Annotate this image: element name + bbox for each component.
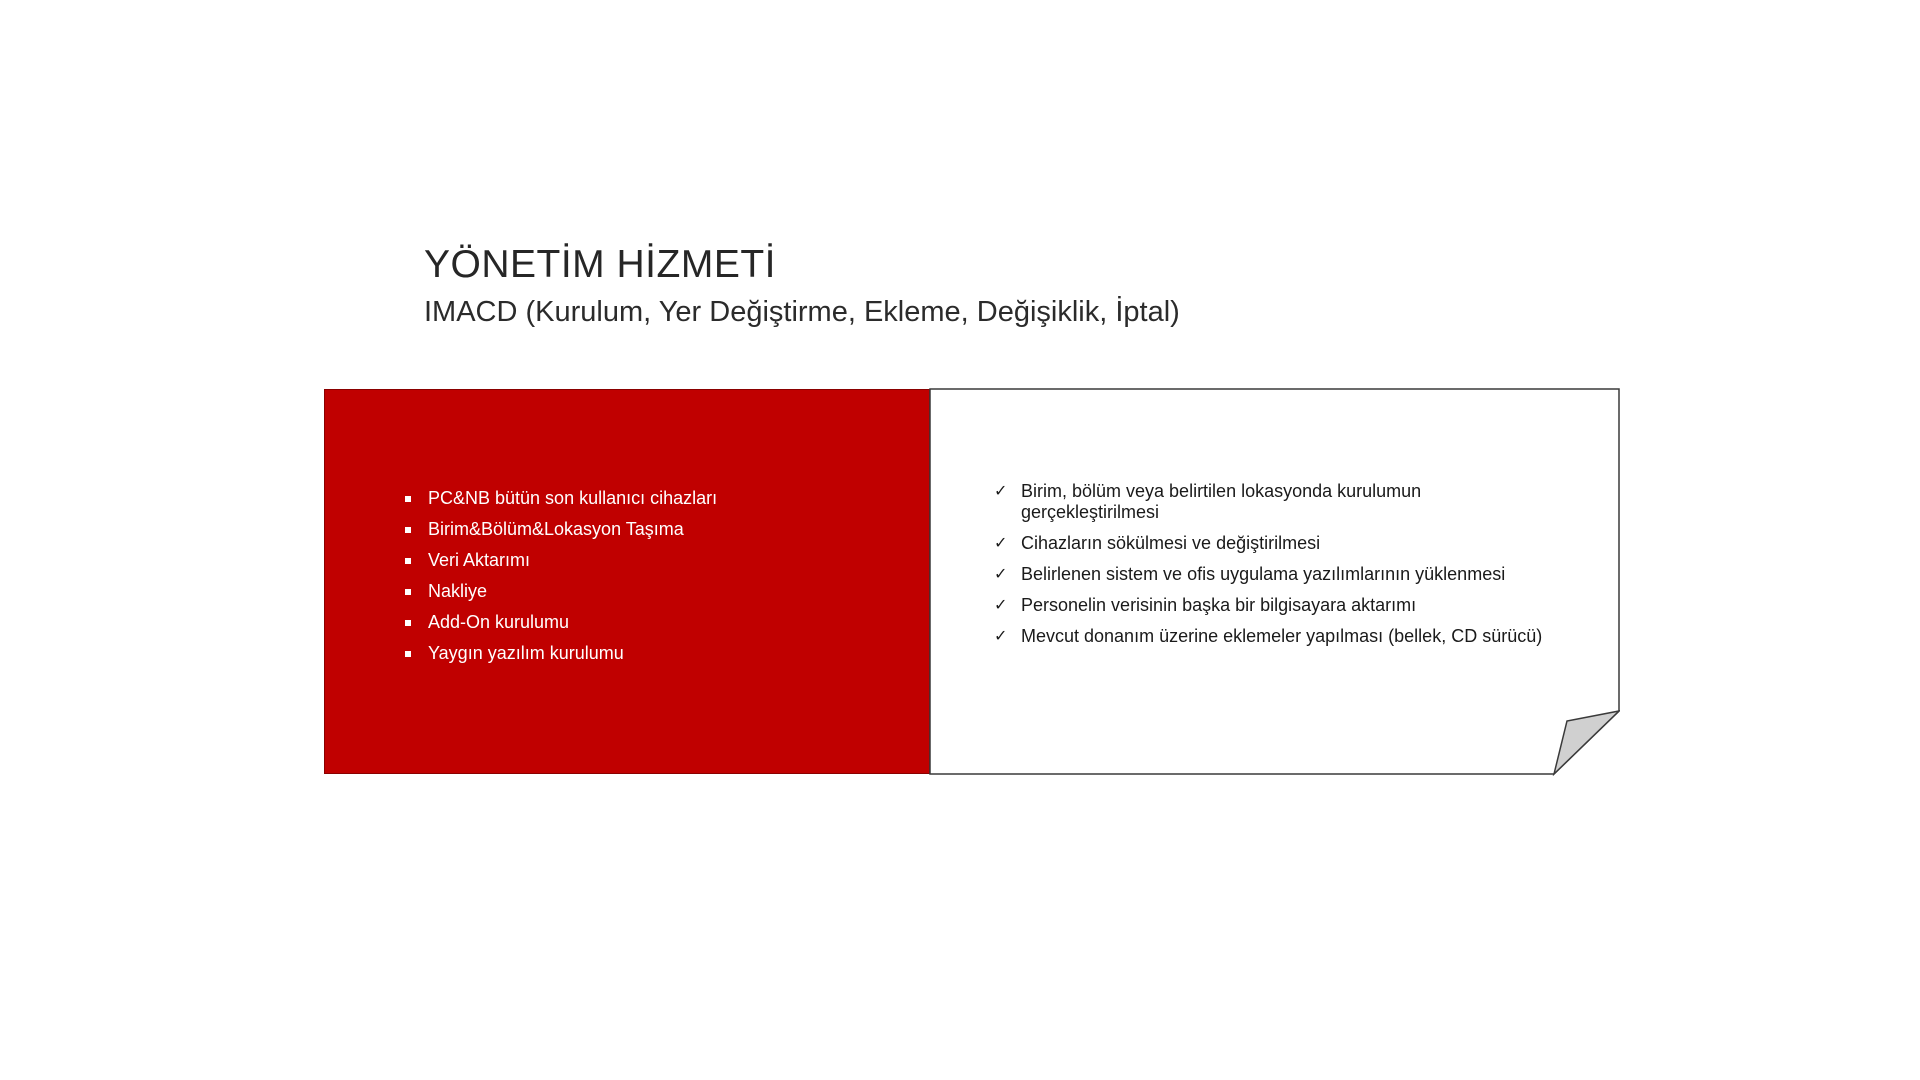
task-item-label: Personelin verisinin başka bir bilgisayara aktarımı: [1021, 595, 1417, 615]
slide-title: YÖNETİM HİZMETİ: [424, 243, 776, 286]
square-bullet-icon: [405, 620, 411, 626]
feature-item-label: Add-On kurulumu: [428, 612, 570, 632]
task-item: [994, 595, 1554, 616]
square-bullet-icon: [405, 558, 411, 564]
task-item: [994, 481, 1554, 523]
check-icon: ✓: [994, 597, 1008, 614]
task-list: [994, 481, 1554, 657]
task-item-label: Mevcut donanım üzerine eklemeler yapılması (bellek, CD sürücü): [1021, 626, 1543, 646]
feature-item-label: Yaygın yazılım kurulumu: [428, 643, 624, 663]
square-bullet-icon: [405, 496, 411, 502]
feature-item: [405, 638, 717, 669]
check-icon: ✓: [994, 628, 1008, 645]
feature-item-label: Nakliye: [428, 581, 488, 601]
slide-subtitle: IMACD (Kurulum, Yer Değiştirme, Ekleme, Değişiklik, İptal): [424, 296, 1180, 328]
task-item: [994, 533, 1554, 554]
feature-item: [405, 545, 717, 576]
check-icon: ✓: [994, 535, 1008, 552]
task-item-label: Birim, bölüm veya belirtilen lokasyonda kurulumun gerçekleştirilmesi: [1021, 481, 1422, 522]
feature-item: [405, 576, 717, 607]
feature-item-label: Veri Aktarımı: [428, 550, 531, 570]
task-item-label: Cihazların sökülmesi ve değiştirilmesi: [1021, 533, 1321, 553]
square-bullet-icon: [405, 589, 411, 595]
feature-item-label: PC&NB bütün son kullanıcı cihazları: [428, 488, 718, 508]
check-icon: ✓: [994, 483, 1008, 500]
task-item: [994, 626, 1554, 647]
feature-item-label: Birim&Bölüm&Lokasyon Taşıma: [428, 519, 684, 539]
task-item-label: Belirlenen sistem ve ofis uygulama yazılımlarının yüklenmesi: [1021, 564, 1506, 584]
feature-item: [405, 483, 717, 514]
check-icon: ✓: [994, 566, 1008, 583]
feature-list: [405, 483, 717, 669]
feature-item: [405, 607, 717, 638]
feature-item: [405, 514, 717, 545]
red-panel: [324, 389, 930, 774]
square-bullet-icon: [405, 651, 411, 657]
square-bullet-icon: [405, 527, 411, 533]
task-item: [994, 564, 1554, 585]
